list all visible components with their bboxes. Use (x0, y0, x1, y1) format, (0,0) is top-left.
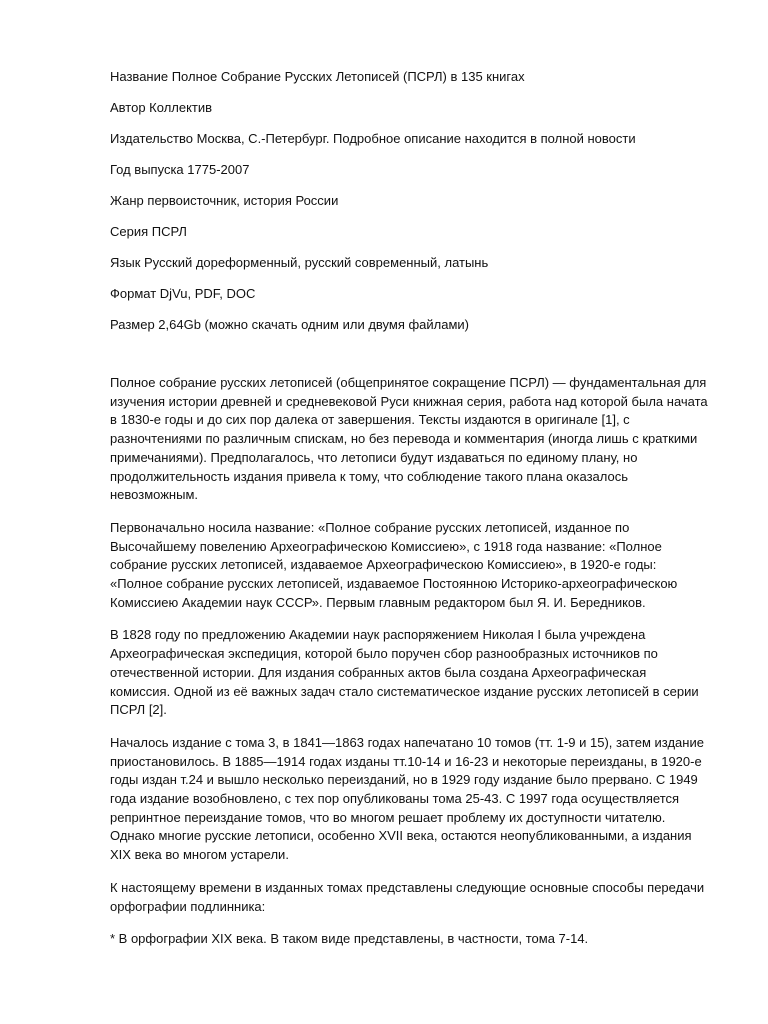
paragraph-publication-history: Началось издание с тома 3, в 1841—1863 годах напечатано 10 томов (тт. 1-9 и 15), затем издание приостановилось. В 1885—1914 годах изданы тт.10-14 и 16-23 и некоторые переизданы, в 1920-е годы издан т.24 и вышло несколько переизданий, но в 1929 году издание было прервано. С 1949 года издание возобновлено, с тех пор опубликованы тома 25-43. С 1997 года осуществляется репринтное переиздание томов, что во многом решает проблему их доступности читателю. Однако многие русские летописи, особенно XVII века, остаются неопубликованными, а издания XIX века во многом устарели. (110, 734, 704, 863)
paragraph-orthography-item: * В орфографии XIX века. В таком виде представлены, в частности, тома 7-14. (110, 931, 589, 947)
paragraph-intro: Полное собрание русских летописей (общепринятое сокращение ПСРЛ) — фундаментальная для изучения истории древней и средневековой Руси книжная серия, работа над которой была начата в 1830-е годы и до сих пор далека от завершения. Тексты издаются в оригинале [1], с разночтениями по различным спискам, но без перевода и комментария (иногда лишь с краткими примечаниями). Предполагалось, что летописи будут издаваться по единому плану, но продолжительность издания привела к тому, что соблюдение такого плана оказалось невозможным. (110, 375, 708, 503)
paragraph-orthography-intro: К настоящему времени в изданных томах представлены следующие основные способы передачи орфографии подлинника: (110, 879, 705, 914)
meta-format: Формат DjVu, PDF, DOC (110, 286, 256, 301)
metadata-block (110, 68, 710, 333)
meta-series: Серия ПСРЛ (110, 224, 187, 239)
meta-size: Размер 2,64Gb (можно скачать одним или двумя файлами) (110, 317, 470, 332)
paragraph-original-title: Первоначально носила название: «Полное собрание русских летописей, изданное по Высочайшему повелению Археографическою Комиссиею», с 1918 года название: «Полное собрание русских летописей, издаваемое Археографическою Комиссиею», в 1920-е годы: «Полное собрание русских летописей, издаваемое Постоянною Историко-археографическою Комиссиею Академии наук СССР». Первым главным редактором был Я. И. Бередников. (110, 519, 678, 610)
meta-author: Автор Коллектив (110, 100, 213, 115)
body-text (110, 374, 710, 949)
document-page (110, 68, 710, 963)
meta-year: Год выпуска 1775-2007 (110, 162, 250, 177)
section-gap (110, 347, 710, 374)
paragraph-expedition: В 1828 году по предложению Академии наук распоряжением Николая I была учреждена Археографическая экспедиция, которой было поручен сбор разнообразных источников по отечественной истории. Для издания собранных актов была создана Археографическая комиссия. Одной из её важных задач стало систематическое издание русских летописей в серии ПСРЛ [2]. (110, 627, 699, 718)
meta-title: Название Полное Собрание Русских Летописей (ПСРЛ) в 135 книгах (110, 69, 525, 84)
meta-language: Язык Русский дореформенный, русский современный, латынь (110, 255, 489, 270)
meta-publisher: Издательство Москва, С.-Петербург. Подробное описание находится в полной новости (110, 131, 636, 146)
meta-genre: Жанр первоисточник, история России (110, 193, 339, 208)
